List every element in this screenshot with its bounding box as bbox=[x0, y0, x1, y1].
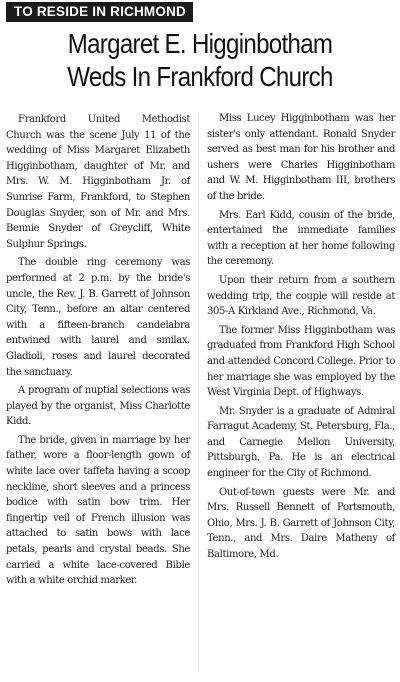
paragraph: Mr. Snyder is a graduate of Admiral Farragut Academy, St. Petersburg, Fla., and Carnegie Mellon University, Pittsburgh, Pa. He is an electrical engineer for the City of Richmond. bbox=[207, 405, 395, 480]
paragraph: Upon their return from a southern wedding trip, the couple will reside at 305-A Kirkland Ave., Richmond, Va. bbox=[207, 274, 395, 318]
article-column-left bbox=[6, 112, 190, 592]
paragraph: A program of nuptial selections was played by the organist, Miss Charlotte Kidd. bbox=[6, 385, 190, 428]
paragraph: Frankford United Methodist Church was the scene July 11 of the wedding of Miss Margaret Elizabeth Higginbotham, daughter of Mr. and Mrs. W. M. Higginbotham Jr. of Sunrise Farm, Frankford, to Stephen Douglas Snyder, son of Mr. and Mrs. Bennie Snyder of Greycliff, White Sulphur Springs. bbox=[6, 114, 190, 250]
paragraph: The bride, given in marriage by her father, wore a floor-length gown of white lace over taffeta having a scoop neckline, short sleeves and a princess bodice with satin bow trim. Her fingertip veil of French illusion was attached to satin bows with lace petals, pearls and crystal beads. She carried a white lace-covered Bible with a white orchid marker. bbox=[6, 434, 190, 587]
headline-line-2: Weds In Frankford Church bbox=[67, 61, 333, 92]
section-kicker: TO RESIDE IN RICHMOND bbox=[6, 2, 193, 22]
article-column-right bbox=[207, 111, 395, 566]
headline-line-1: Margaret E. Higginbotham bbox=[67, 28, 333, 59]
paragraph: Out-of-town guests were Mr. and Mrs. Russell Bennett of Portsmouth, Ohio, Mrs. J. B. Garrett of Johnson City, Tenn., and Mrs. Daire Matheny of Baltimore, Md. bbox=[207, 486, 395, 561]
section-kicker-wrap bbox=[6, 1, 193, 22]
column-divider bbox=[198, 112, 199, 672]
paragraph: Mrs. Earl Kidd, cousin of the bride, entertained the immediate families with a reception at her home following the ceremony. bbox=[207, 209, 395, 268]
paragraph: The former Miss Higginbotham was graduated from Frankford High School and attended Concord College. Prior to her marriage she was employed by the West Virginia Dept. of Highways. bbox=[207, 324, 395, 399]
paragraph: The double ring ceremony was performed at 2 p.m. by the bride's uncle, the Rev. J. B. Garrett of Johnson City, Tenn., before an altar centered with a fifteen-branch candelabra entwined with laurel and smilax. Gladioli, roses and laurel decorated the sanctuary. bbox=[6, 257, 190, 378]
article-headline bbox=[28, 27, 372, 93]
paragraph: Miss Lucey Higginbotham was her sister's only attendant. Ronald Snyder served as best man for his brother and ushers were Charles Higginbotham and W. M. Higginbotham III, brothers of the bride. bbox=[207, 113, 395, 202]
